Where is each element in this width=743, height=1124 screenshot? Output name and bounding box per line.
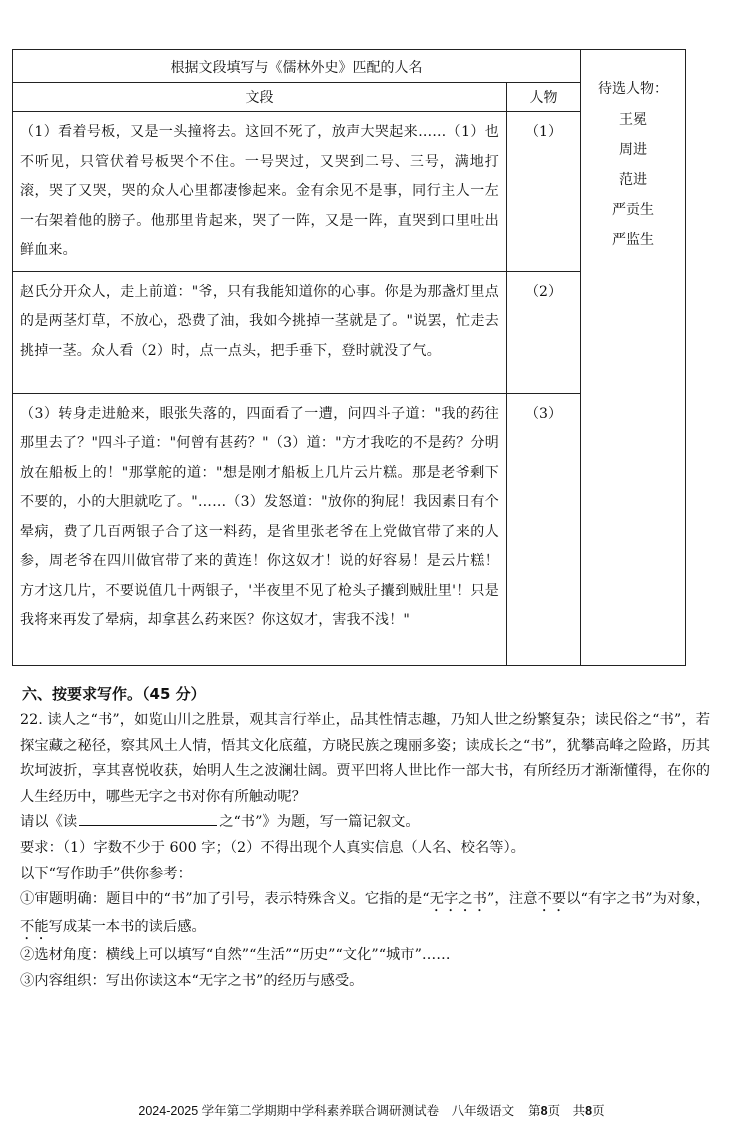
footer-page-mid: 页 共 (547, 1104, 586, 1118)
candidates-title: 待选人物： (598, 81, 668, 97)
tip1-part: 写成某一本书的读后感。 (48, 919, 206, 936)
passage-3: （3）转身走进舱来，眼张失落的，四面看了一遭，问四斗子道："我的药往那里去了？"四斗子道："何曾有甚药？"（3）道："方才我吃的不是药？分明放在船板上的！"那掌舵的道："想是刚才船板上几片云片糕。那是老爷剩下不要的，小的大胆就吃了。"……（3）发怒道："放你的狗屁！我因素日有个晕病，费了几百两银子合了这一料药，是省里张老爷在上党做官带了来的人参，周老爷在四川做官带了来的黄连！你这奴才！说的好容易！是云片糕！方才这几片，不要说值几十两银子，'半夜里不见了枪头子攮到贼肚里'！只是我将来再发了晕病，却拿甚么药来医？你这奴才，害我不浅！" (13, 393, 507, 665)
title-task-pre: 请以《读 (20, 814, 78, 831)
footer-page-post: 页 (592, 1104, 605, 1118)
helper-intro: 以下“写作助手”供你参考： (20, 865, 192, 882)
table-title: 根据文段填写与《儒林外史》匹配的人名 (170, 59, 423, 76)
passage-1: （1）看着号板，又是一头撞将去。这回不死了，放声大哭起来……（1）也不听见，只管伏着号板哭个不住。一号哭过，又哭到二号、三号，满地打滚，哭了又哭，哭的众人心里都凄惨起来。金有余见不是事，同行主人一左一右架着他的膀子。他那里肯起来，哭了一阵，又是一阵，直哭到口里吐出鲜血来。 (13, 112, 507, 272)
page-footer (0, 1101, 743, 1119)
tip1-part: ①审题明确：题目中的“书”加了引号，表示特殊含义。它指的是“ (20, 891, 430, 908)
requirements: 要求：（1）字数不少于 600 字；（2）不得出现个人真实信息（人名、校名等）。 (20, 839, 525, 856)
candidates-cell (581, 50, 686, 666)
candidate-item: 王冕 (619, 112, 647, 128)
person-header: 人物 (507, 83, 581, 112)
section-title: 六、按要求写作。（45 分） (22, 685, 206, 703)
person-blank-2: （2） (507, 271, 581, 393)
question-number: 22. (20, 712, 43, 728)
prompt-text: 读人之“书”，如览山川之胜景，观其言行举止，品其性情志趣，乃知人世之纷繁复杂；读民俗之“书”，若探宝藏之秘径，察其风土人情，悟其文化底蕴，方晓民族之瑰丽多姿；读成长之“书”，犹攀高峰之险路，历其坎坷波折，享其喜悦收获，始明人生之波澜壮阔。贾平凹将人世比作一部大书，有所经历才渐渐懂得，在你的人生经历中，哪些无字之书对你有所触动呢？ (20, 712, 710, 805)
tip1-part: 以“有字之书”为对象， (566, 891, 710, 908)
candidate-item: 范进 (619, 172, 647, 188)
candidate-item: 严贡生 (612, 202, 654, 218)
footer-page-number: 8 (540, 1104, 548, 1118)
candidate-item: 严监生 (612, 232, 654, 248)
person-blank-3: （3） (507, 393, 581, 665)
tip1-part: ”，注意 (487, 891, 538, 908)
tip1-emphasis: 不能 (20, 919, 49, 936)
matching-table (12, 49, 686, 666)
tip1-emphasis: 无字之书 (429, 891, 488, 908)
footer-page-pre: 第 (528, 1104, 541, 1118)
title-task-post: 之“书”》为题，写一篇记叙文。 (219, 814, 420, 831)
candidate-item: 周进 (619, 142, 647, 158)
question-prompt (20, 708, 710, 810)
writing-question (20, 708, 710, 994)
tip-3: ③内容组织：写出你读这本“无字之书”的经历与感受。 (20, 972, 364, 989)
tip1-emphasis: 不要 (537, 891, 567, 908)
tip-1 (20, 887, 710, 943)
passage-header: 文段 (13, 83, 507, 112)
tip-2: ②选材角度：横线上可以填写“自然”“生活”“历史”“文化”“城市”…… (20, 947, 451, 964)
person-blank-1: （1） (507, 112, 581, 272)
footer-exam: 2024-2025 学年第二学期期中学科素养联合调研测试卷 八年级语文 (138, 1104, 515, 1118)
passage-2: 赵氏分开众人，走上前道："爷，只有我能知道你的心事。你是为那盏灯里点的是两茎灯草，不放心，恐费了油，我如今挑掉一茎就是了。"说罢，忙走去挑掉一茎。众人看（2）时，点一点头，把手垂下，登时就没了气。 (13, 271, 507, 393)
footer-page-total: 8 (585, 1104, 593, 1118)
title-blank (79, 811, 217, 826)
table-title-cell (13, 50, 581, 83)
title-task (20, 810, 710, 836)
